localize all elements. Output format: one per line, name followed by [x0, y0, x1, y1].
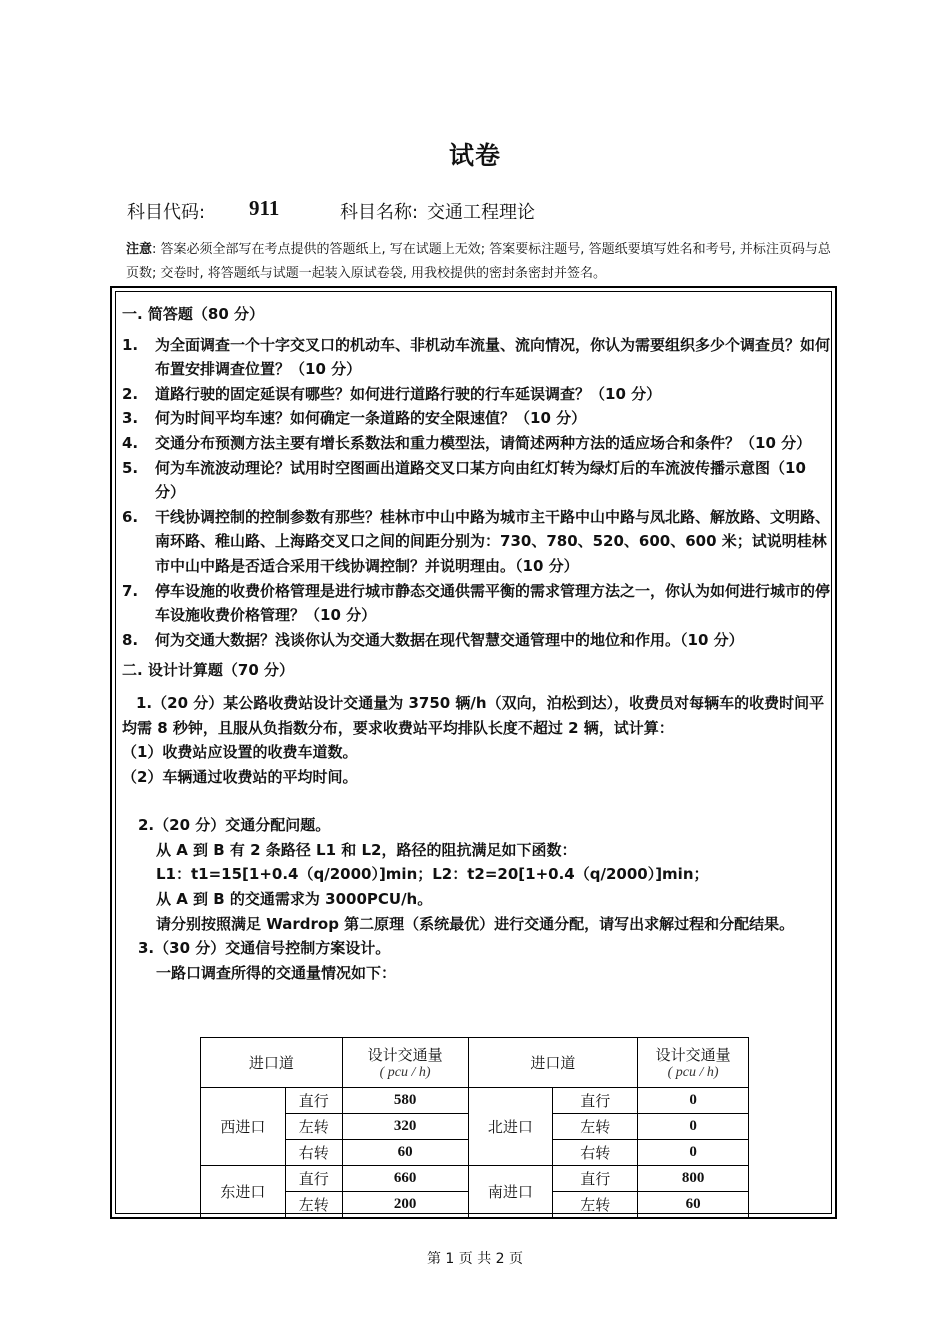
header-volume-left	[342, 1038, 468, 1088]
approach-west: 西进口	[201, 1088, 286, 1166]
calc-q2-line4: 请分别按照满足 Wardrop 第二原理（系统最优）进行交通分配，请写出求解过程和分配结果。	[156, 914, 795, 933]
short-question-5	[122, 456, 832, 505]
movement: 左转	[285, 1192, 342, 1218]
movement: 直行	[285, 1166, 342, 1192]
short-question-6	[122, 505, 832, 579]
short-question-8	[122, 628, 832, 653]
movement: 直行	[553, 1166, 638, 1192]
volume-value: 60	[342, 1140, 468, 1166]
calc-q2-line1: 从 A 到 B 有 2 条路径 L1 和 L2，路径的阻抗满足如下函数：	[156, 840, 577, 859]
question-number: 2.	[122, 384, 139, 403]
calc-question-1	[122, 691, 832, 789]
page-footer: 第 1 页 共 2 页	[426, 1251, 524, 1267]
approach-east: 东进口	[201, 1166, 286, 1218]
question-text: 道路行驶的固定延误有哪些？如何进行道路行驶的行车延误调查？（10 分）	[155, 384, 662, 403]
question-text: 停车设施的收费价格管理是进行城市静态交通供需平衡的需求管理方法之一，你认为如何进行城市的停车设施收费价格管理？（10 分）	[155, 581, 831, 625]
table-header-row	[201, 1038, 749, 1088]
short-question-7	[122, 579, 832, 628]
subject-name-label: 科目名称:	[340, 202, 419, 223]
question-text: 何为时间平均车速？如何确定一条道路的安全限速值？（10 分）	[155, 409, 587, 428]
header-volume-right	[638, 1038, 749, 1088]
question-number: 4.	[122, 433, 139, 452]
movement: 右转	[285, 1140, 342, 1166]
question-number: 6.	[122, 507, 139, 526]
question-text: 为全面调查一个十字交叉口的机动车、非机动车流量、流向情况，你认为需要组织多少个调查员？如何布置安排调查位置？（10 分）	[155, 335, 831, 379]
header-approach-right: 进口道	[468, 1038, 638, 1088]
movement: 直行	[285, 1088, 342, 1114]
section2-heading: 二. 设计计算题（70 分）	[122, 661, 295, 680]
volume-value: 660	[342, 1166, 468, 1192]
calc-q2-line2: L1：t1=15[1+0.4（q/2000）]min；L2：t2=20[1+0.4（q/2000）]min；	[156, 865, 709, 884]
movement: 右转	[553, 1140, 638, 1166]
header-volume-label: 设计交通量	[655, 1046, 731, 1064]
volume-value: 0	[638, 1140, 749, 1166]
calc-q2-line3: 从 A 到 B 的交通需求为 3000PCU/h。	[156, 890, 433, 909]
short-question-2	[122, 382, 832, 407]
movement: 左转	[285, 1114, 342, 1140]
question-number: 1.	[122, 335, 139, 354]
calc-question-3	[122, 936, 832, 985]
question-text: 干线协调控制的控制参数有那些？桂林市中山中路为城市主干路中山中路与凤北路、解放路、文明路、南环路、稚山路、上海路交叉口之间的间距分别为：730、780、520、600、600 米；试说明桂林市中山中路是否适合采用干线协调控制？并说明理由。（10 分）	[155, 507, 831, 575]
header-approach-left: 进口道	[201, 1038, 343, 1088]
notice-label: 注意	[126, 242, 153, 257]
volume-value: 0	[638, 1088, 749, 1114]
header-volume-label: 设计交通量	[367, 1046, 443, 1064]
notice-text: : 答案必须全部写在考点提供的答题纸上, 写在试题上无效; 答案要标注题号, 答题纸要填写姓名和考号, 并标注页码与总页数; 交卷时, 将答题纸与试题一起装入原试卷袋, 用我校提供的密封条密封并签名。	[126, 242, 831, 281]
table-row	[201, 1088, 749, 1114]
question-number: 7.	[122, 581, 139, 600]
volume-value: 60	[638, 1192, 749, 1218]
traffic-volume-table	[200, 1037, 749, 1218]
short-question-3	[122, 406, 832, 431]
calc-q1-text: 1.（20 分）某公路收费站设计交通量为 3750 辆/h（双向，泊松到达），收费员对每辆车的收费时间平均需 8 秒钟，且服从负指数分布，要求收费站平均排队长度不超过 2 辆，试计算：	[122, 693, 825, 737]
approach-south: 南进口	[468, 1166, 553, 1218]
calc-q1-sub1: （1）收费站应设置的收费车道数。	[122, 743, 358, 762]
subject-code-label: 科目代码:	[127, 202, 206, 223]
calc-question-2	[122, 813, 832, 936]
short-question-4	[122, 431, 832, 456]
short-question-1	[122, 333, 832, 382]
subject-name: 交通工程理论	[427, 202, 535, 223]
calc-q3-line1: 一路口调查所得的交通量情况如下：	[156, 963, 397, 982]
approach-north: 北进口	[468, 1088, 553, 1166]
question-text: 交通分布预测方法主要有增长系数法和重力模型法，请简述两种方法的适应场合和条件？（10 分）	[155, 433, 812, 452]
subject-code: 911	[249, 196, 280, 220]
question-number: 3.	[122, 409, 139, 428]
question-text: 何为交通大数据？浅谈你认为交通大数据在现代智慧交通管理中的地位和作用。（10 分）	[155, 630, 744, 649]
question-content	[122, 300, 832, 985]
volume-value: 0	[638, 1114, 749, 1140]
movement: 左转	[553, 1192, 638, 1218]
calc-q3-title: 3.（30 分）交通信号控制方案设计。	[138, 939, 391, 958]
header-volume-unit: ( pcu / h)	[667, 1065, 719, 1080]
question-text: 何为车流波动理论？试用时空图画出道路交叉口某方向由红灯转为绿灯后的车流波传播示意图（10 分）	[155, 458, 806, 502]
question-number: 8.	[122, 630, 139, 649]
table-row	[201, 1166, 749, 1192]
page-title: 试卷	[448, 141, 501, 170]
header-volume-unit: ( pcu / h)	[379, 1065, 431, 1080]
section1-heading: 一. 简答题（80 分）	[122, 305, 265, 323]
calc-q2-title: 2.（20 分）交通分配问题。	[138, 816, 331, 835]
movement: 左转	[553, 1114, 638, 1140]
volume-value: 320	[342, 1114, 468, 1140]
volume-value: 800	[638, 1166, 749, 1192]
question-number: 5.	[122, 458, 139, 477]
volume-value: 200	[342, 1192, 468, 1218]
movement: 直行	[553, 1088, 638, 1114]
exam-notice	[126, 238, 832, 286]
calc-q1-sub2: （2）车辆通过收费站的平均时间。	[122, 767, 358, 786]
volume-value: 580	[342, 1088, 468, 1114]
